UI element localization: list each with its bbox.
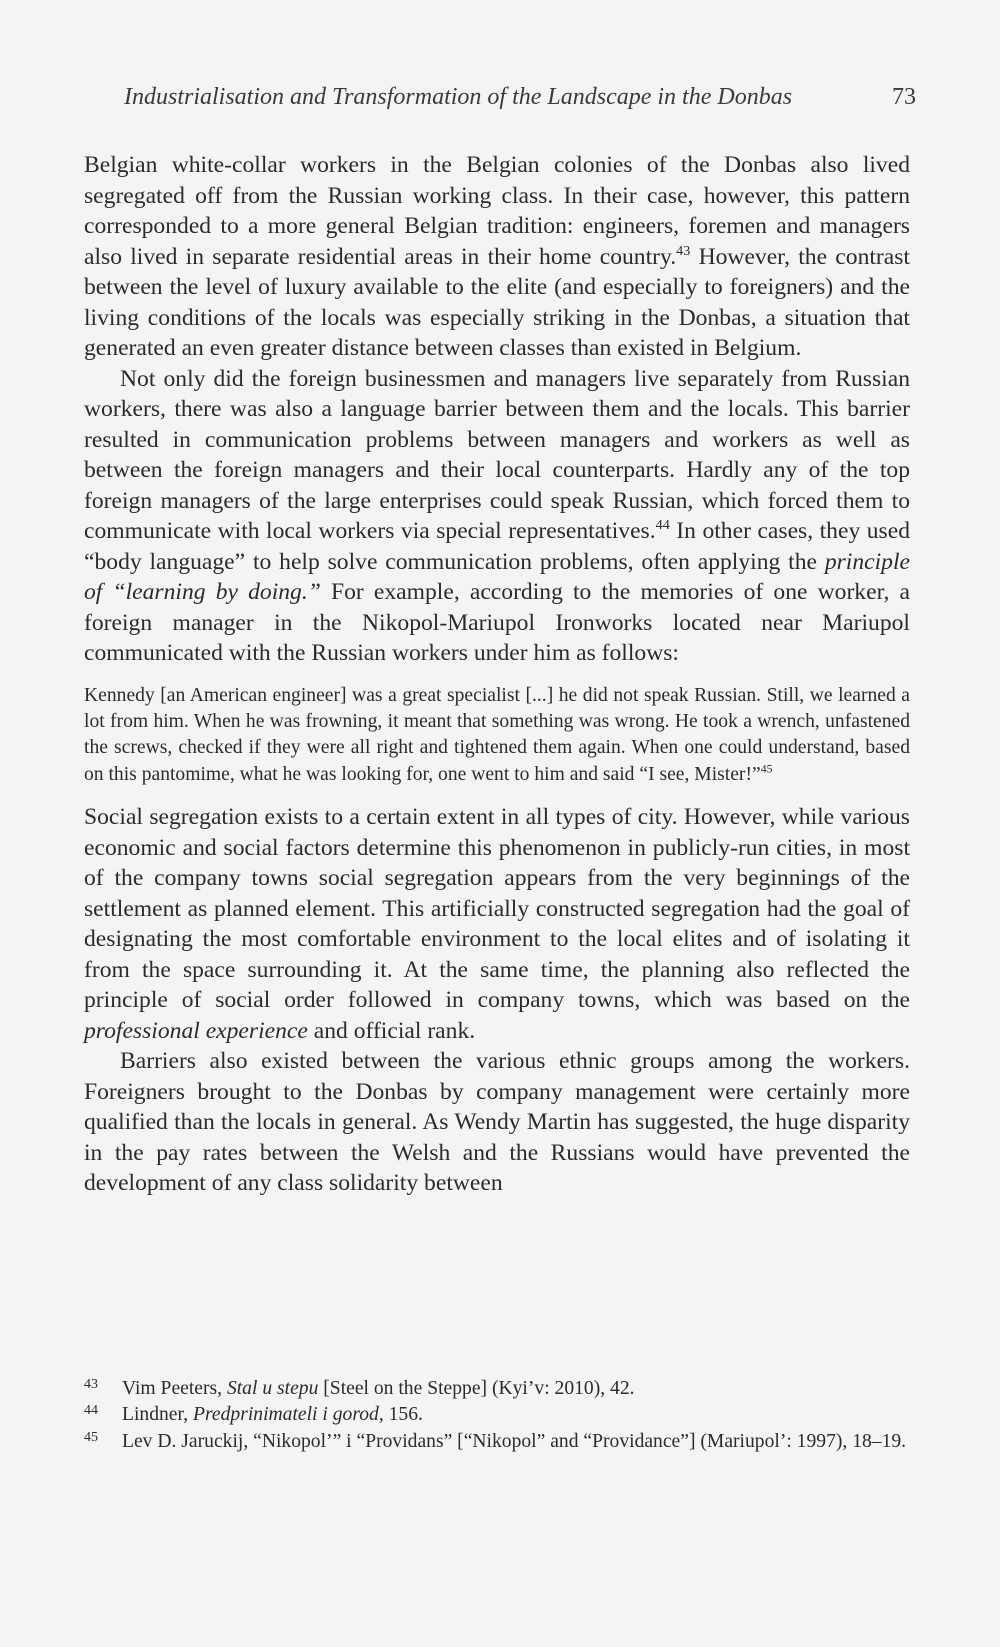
block-quote <box>84 683 910 789</box>
footnote-title: Stal u stepu <box>226 1378 319 1399</box>
footnote-43 <box>84 1376 910 1402</box>
footnote-text-end: [Steel on the Steppe] (Kyi’v: 2010), 42. <box>318 1378 635 1399</box>
paragraph-4: Barriers also existed between the various ethnic groups among the workers. Foreigners brought to the Donbas by company management were certainly more qualified than the locals in general. As Wendy Martin has suggested, the huge disparity in the pay rates between the Welsh and the Russians would have prevented the development of any class solidarity between <box>84 1048 910 1197</box>
page-number: 73 <box>892 84 916 110</box>
footnote-title: Predprinimateli i gorod, <box>193 1404 384 1426</box>
footnote-text: Vim Peeters, <box>122 1378 227 1399</box>
running-head <box>84 84 916 120</box>
footnote-ref-43: 43 <box>676 242 691 259</box>
paragraph-3 <box>84 802 910 1046</box>
main-text <box>84 150 910 1199</box>
paragraph-1-text-a: Belgian white-collar workers in the Belgian colonies of the Donbas also lived segregated off from the Russian working class. In their case, however, this pattern corresponded to a more general Belgian tradition: engineers, foremen and managers also lived in separate residential areas in their home country. <box>84 152 910 270</box>
paragraph-2-text-a: Not only did the foreign businessmen and managers live separately from Russian workers, there was also a language barrier between them and the locals. This barrier resulted in communication problems between managers and workers as well as between the foreign managers and their local counterparts. Hardly any of the top foreign managers of the large enterprises could speak Russian, which forced them to communicate with local workers via special representatives. <box>84 365 910 544</box>
paragraph-3-italic: professional experience <box>84 1017 308 1044</box>
footnotes <box>84 1376 910 1455</box>
paragraph-3-text-b: and official rank. <box>307 1017 476 1044</box>
paragraph-2-text-b: In other cases, they used “body language” to help solve communication problems, often applying the <box>84 518 910 575</box>
footnote-44 <box>84 1402 910 1428</box>
paragraph-1 <box>84 150 910 364</box>
block-quote-text: Kennedy [an American engineer] was a great specialist [...] he did not speak Russian. Still, we learned a lot from him. When he was frowning, it meant that something was wrong. He took a wrench, unfastened the screws, checked if they were all right and tightened them again. When one could understand, based on this pantomime, what he was looking for, one went to him and said “I see, Mister!” <box>84 684 910 785</box>
footnote-45 <box>84 1429 910 1455</box>
paragraph-1-text-b: However, the contrast between the level of luxury available to the elite (and especially to foreigners) and the living conditions of the locals was especially striking in the Donbas, a situation that generated an even greater distance between classes than existed in Belgium. <box>84 243 910 361</box>
paragraph-2 <box>84 364 910 669</box>
running-title: Industrialisation and Transformation of the Landscape in the Donbas <box>124 84 793 110</box>
footnote-text: Lev D. Jaruckij, “Nikopol’” i “Providans” [“Nikopol” and “Providance”] (Mariupol’: 1997), 18–19. <box>122 1430 907 1452</box>
footnote-ref-44: 44 <box>655 516 670 533</box>
footnote-text-end: 156. <box>383 1404 423 1426</box>
footnote-number: 45 <box>84 1429 98 1445</box>
paragraph-2-italic: principle of “learning by doing.” <box>84 548 910 605</box>
footnote-number: 43 <box>84 1377 98 1392</box>
footnote-ref-45: 45 <box>760 762 773 776</box>
paragraph-2-text-c: For example, according to the memories of one worker, a foreign manager in the Nikopol-Mariupol Ironworks located near Mariupol communicated with the Russian workers under him as follows: <box>84 579 910 666</box>
footnote-text: Lindner, <box>122 1404 194 1426</box>
footnote-number: 44 <box>84 1403 98 1419</box>
paragraph-3-text-a: Social segregation exists to a certain extent in all types of city. However, while various economic and social factors determine this phenomenon in publicly-run cities, in most of the company towns social segregation appears from the very beginnings of the settlement as planned element. This artificially constructed segregation had the goal of designating the most comfortable environment to the local elites and of isolating it from the space surrounding it. At the same time, the planning also reflected the principle of social order followed in company towns, which was based on the <box>84 804 910 1014</box>
